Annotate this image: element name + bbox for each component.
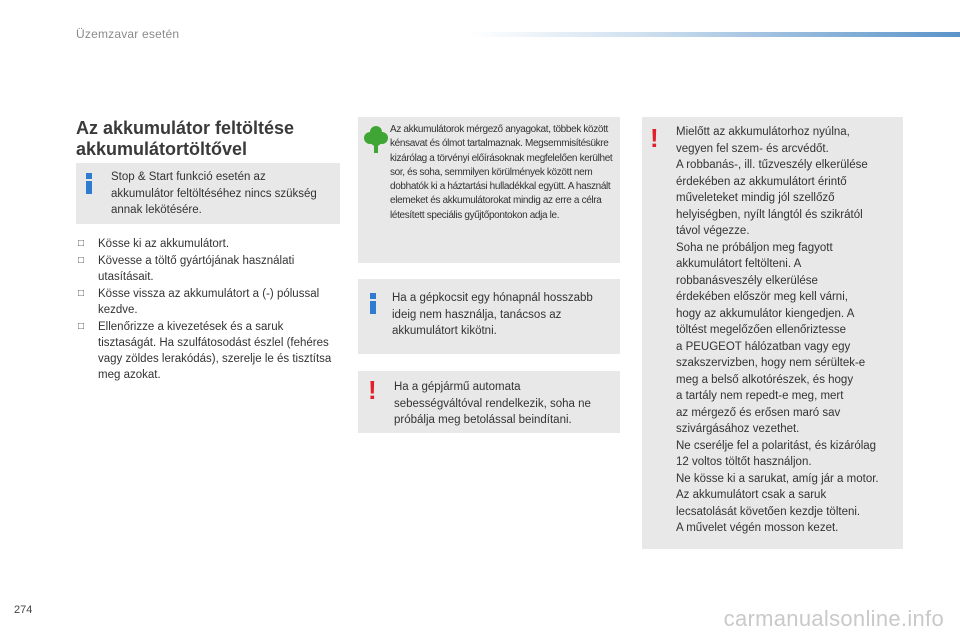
watermark: carmanualsonline.info — [723, 606, 944, 631]
info-box-long-storage-text: Ha a gépkocsit egy hónapnál hosszabb ideig nem használja, tanácsos az akkumulátort kikötni. — [392, 292, 593, 337]
square-bullet-icon: □ — [78, 255, 85, 266]
section-header: Üzemzavar esetén — [76, 27, 180, 41]
square-bullet-icon: □ — [78, 288, 85, 299]
square-bullet-icon: □ — [78, 238, 85, 249]
page-title-line2: akkumulátortöltővel — [76, 139, 248, 159]
info-box-stop-start-text: Stop & Start funkció esetén az akkumulátor feltöltéséhez nincs szükség annak lekötésére. — [111, 171, 317, 216]
warning-icon: ! — [368, 375, 377, 405]
info-icon — [370, 293, 377, 314]
warning-icon: ! — [650, 123, 659, 153]
list-item: □ Kövesse a töltő gyártójának használati utasításait. — [78, 255, 295, 283]
info-box-stop-start — [76, 163, 340, 224]
tree-icon — [364, 125, 388, 155]
info-box-long-storage — [358, 279, 620, 354]
list-item: □ Ellenőrizze a kivezetések és a saruk tisztaságát. Ha szulfátosodást észlel (fehéres vagy zöldes lerakódás), szerelje le és tisztítsa meg azokat. — [78, 321, 332, 381]
warning-box-safety — [642, 117, 903, 549]
eco-box — [358, 117, 620, 263]
header-accent-bar — [470, 32, 960, 37]
info-icon — [86, 173, 93, 194]
page-title-line1: Az akkumulátor feltöltése — [76, 118, 295, 138]
warning-box-automatic-text: Ha a gépjármű automata sebességváltóval rendelkezik, soha ne próbálja meg betolással beindítani. — [394, 381, 591, 426]
list-item: □ Kösse ki az akkumulátort. — [78, 238, 230, 250]
page-title — [76, 118, 346, 160]
page-number: 274 — [14, 604, 33, 616]
warning-box-automatic — [358, 371, 620, 433]
list-item: □ Kösse vissza az akkumulátort a (-) pólussal kezdve. — [78, 288, 320, 316]
warning-box-safety-text: Mielőtt az akkumulátorhoz nyúlna, vegyen fel szem- és arcvédőt. A robbanás-, ill. tűzveszély elkerülése érdekében az akkumulátort érintő műveleteket mindig jól szellőző helyiségben, nyílt lángtól és szikrától távol végezze. Soha ne próbáljon meg fagyott akkumulátort feltölteni. A robbanásveszély elkerülése érdekében először meg kell várni, hogy az akkumulátor kiengedjen. A töltést megelőzően ellenőriztesse a PEUGEOT hálózatban vagy egy szakszervizben, hogy nem sérültek-e meg a belső alkotórészek, és hogy a tartály nem repedt-e meg, mert az mérgező és erősen maró sav szivárgásához vezethet. Ne cserélje fel a polaritást, és kizárólag 12 voltos töltőt használjon. Ne kösse ki a sarukat, amíg jár a motor. Az akkumulátort csak a saruk lecsatolását követően kezdje tölteni. A művelet végén mosson kezet. — [676, 126, 879, 534]
steps-list — [78, 236, 340, 384]
eco-box-text: Az akkumulátorok mérgező anyagokat, többek között kénsavat és ólmot tartalmaznak. Megsemmisítésükre kizárólag a törvényi előírásoknak megfelelően kerülhet sor, és soha, semmilyen körülmények között nem dobhatók ki a háztartási hulladékkal együtt. A használt elemeket és akkumulátorokat mindig az erre a célra létesített speciális gyűjtőpontokon adja le. — [390, 124, 613, 221]
square-bullet-icon: □ — [78, 321, 85, 332]
